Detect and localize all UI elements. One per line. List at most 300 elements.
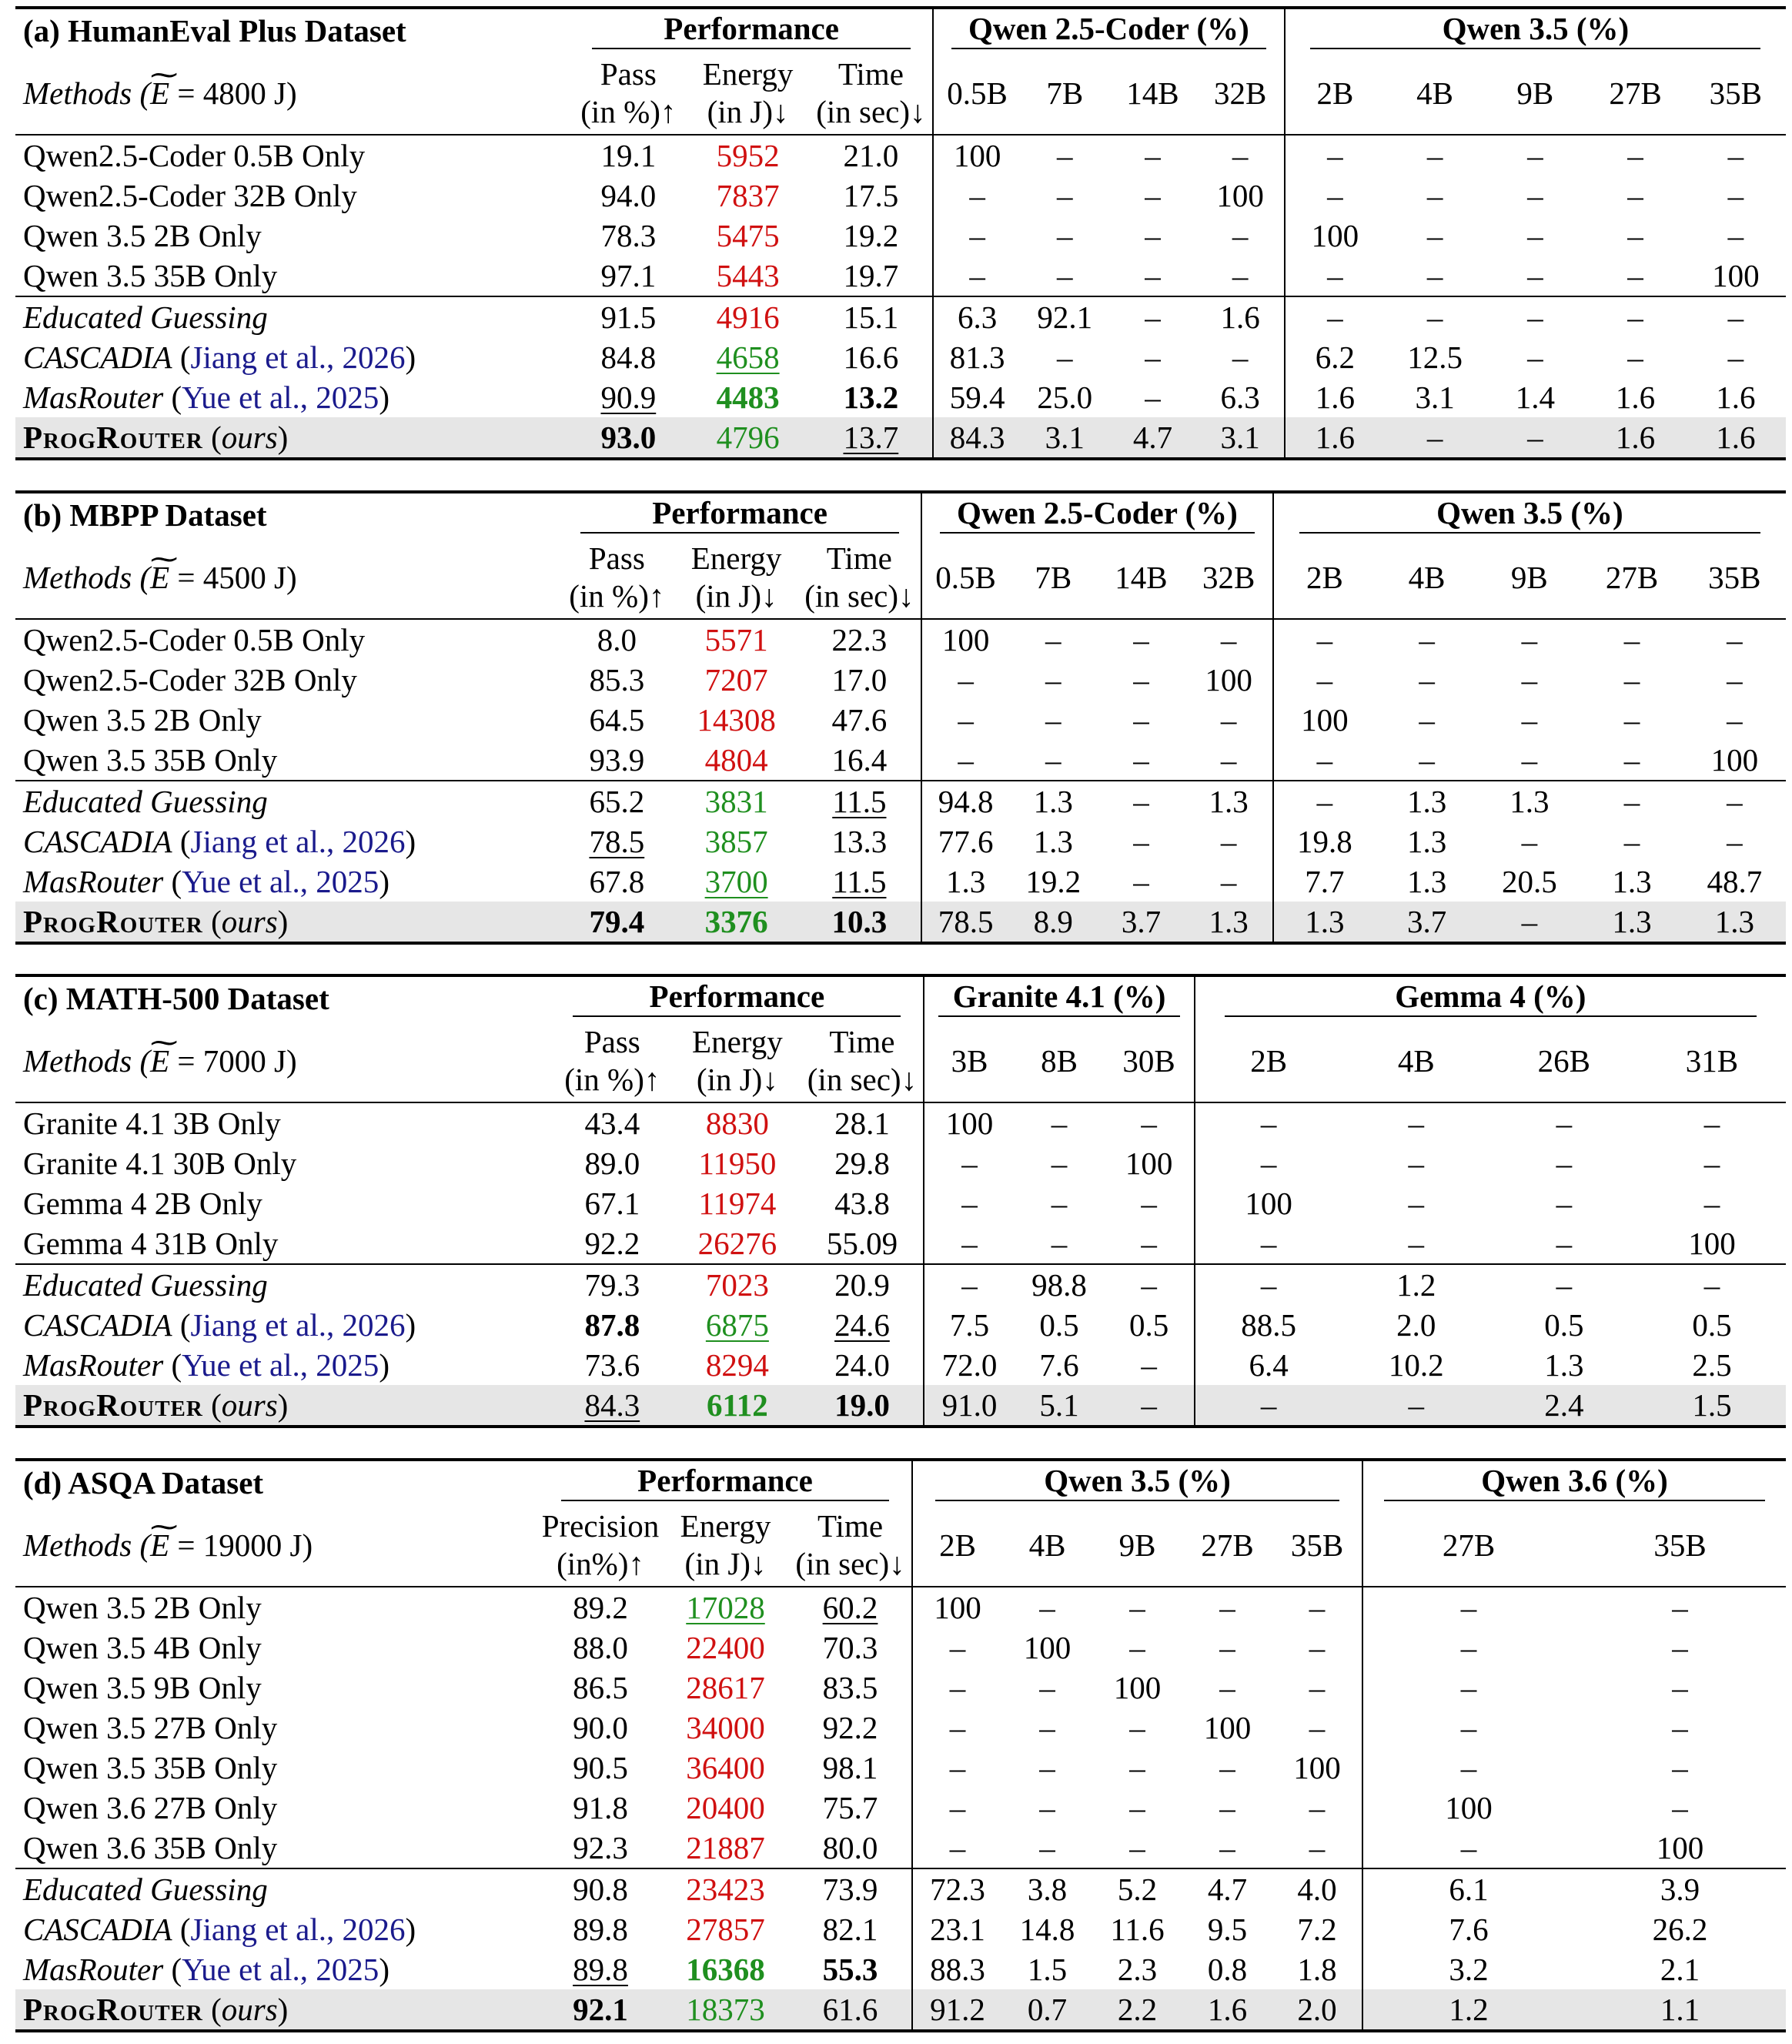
group2-share: 100	[1710, 741, 1759, 778]
group1-share: –	[1145, 257, 1161, 293]
table-math-500	[15, 974, 1786, 1428]
method-name-text: Educated Guessing	[23, 299, 268, 335]
method-row	[15, 821, 1786, 861]
baseline-row	[15, 1828, 1786, 1868]
m2-cell	[674, 1385, 801, 1427]
group2-share: –	[1490, 1264, 1638, 1305]
m3-cell	[798, 902, 921, 943]
method-name: Qwen 3.5 35B Only	[23, 1749, 278, 1785]
group1-share: 100	[1125, 1145, 1173, 1181]
group2-size-2: 9B	[1516, 75, 1554, 111]
group1-share: –	[1309, 1709, 1326, 1745]
m3-cell	[789, 1949, 912, 1989]
m2-cell	[674, 781, 797, 821]
energy-budget-symbol: ⁓ E	[150, 78, 169, 109]
group1-size-2: 14B	[1115, 559, 1168, 595]
m1-value: 67.8	[589, 863, 645, 899]
group1-share: –	[1272, 1587, 1362, 1628]
group2-size-0: 2B	[1285, 52, 1385, 135]
citation: Jiang et al., 2026	[190, 1306, 406, 1343]
metric1-header	[550, 1020, 674, 1102]
group1-share: –	[921, 740, 1009, 781]
header-row-columns	[15, 52, 1786, 135]
m2-cell	[686, 377, 809, 417]
group2-share: 10.2	[1388, 1346, 1444, 1383]
group1-share: 94.8	[921, 781, 1009, 821]
method-name: Qwen 3.5 2B Only	[23, 217, 262, 253]
group2-share: –	[1385, 417, 1485, 459]
performance-label: Performance	[580, 497, 898, 534]
group2-share: 1.3	[1406, 863, 1447, 899]
group2-share: 1.3	[1406, 823, 1447, 859]
group1-share: –	[912, 1628, 1002, 1668]
m3-value: 43.8	[834, 1185, 890, 1221]
header-row-groups	[15, 975, 1786, 1020]
method-name: Qwen2.5-Coder 0.5B Only	[15, 619, 559, 660]
m3-cell	[798, 619, 921, 660]
group2-share: –	[1527, 257, 1543, 293]
group2-share: 1.4	[1515, 379, 1555, 415]
group2-share: 1.3	[1478, 781, 1580, 821]
header-row-groups	[15, 492, 1786, 537]
group1-share: –	[1009, 619, 1097, 660]
group1-share: –	[924, 1264, 1014, 1305]
group2-share: 2.0	[1396, 1306, 1436, 1343]
m2-value: 3700	[704, 863, 768, 899]
group2-share: –	[1686, 135, 1786, 176]
method-name: CASCADIA (Jiang et al., 2026)	[23, 823, 416, 859]
m2-value: 28617	[686, 1669, 765, 1705]
method-name: Qwen2.5-Coder 32B Only	[23, 661, 357, 698]
method-name: CASCADIA (Jiang et al., 2026)	[23, 339, 416, 375]
group1-share: –	[1133, 863, 1149, 899]
group1-share: –	[912, 1668, 1002, 1708]
group2-share: –	[1727, 339, 1744, 375]
group1-share: –	[1051, 1145, 1068, 1181]
methods-prefix: Methods (	[23, 75, 151, 111]
m1-value: 79.3	[584, 1266, 640, 1303]
method-name	[15, 296, 570, 337]
group1-header	[924, 975, 1194, 1020]
group2-share: 0.5	[1544, 1306, 1584, 1343]
m1-value: 92.1	[573, 1991, 628, 2027]
group1-share: 77.6	[921, 821, 1009, 861]
group2-share: –	[1580, 619, 1683, 660]
group1-size-0: 0.5B	[921, 537, 1009, 619]
m2-cell	[674, 1223, 801, 1264]
method-row	[15, 1949, 1786, 1989]
m1-value: 97.1	[600, 257, 657, 293]
group2-share: –	[1419, 701, 1435, 738]
methods-header	[15, 537, 559, 619]
group1-share: 6.3	[933, 296, 1021, 337]
methods-header	[15, 1504, 539, 1587]
m1-cell	[550, 1385, 674, 1427]
m3-value: 24.6	[834, 1306, 890, 1343]
ours-name: ProgRouter	[23, 419, 203, 455]
method-name-text: MasRouter	[23, 379, 164, 415]
group1-label: Granite 4.1 (%)	[938, 981, 1180, 1017]
m3-value: 29.8	[834, 1145, 890, 1181]
m1-value: 90.5	[573, 1749, 628, 1785]
baseline-row	[15, 740, 1786, 781]
group1-size-3: 32B	[1202, 559, 1255, 595]
m3-value: 47.6	[831, 701, 888, 738]
m3-value: 20.9	[834, 1266, 890, 1303]
group2-share: –	[1478, 902, 1580, 943]
group1-share: 0.5	[1128, 1306, 1169, 1343]
group1-label: Qwen 3.5 (%)	[935, 1465, 1339, 1501]
group2-share: –	[1585, 135, 1685, 176]
ours-suffix: ours	[221, 419, 278, 455]
m1-cell	[550, 1102, 674, 1143]
group1-share: –	[1039, 1669, 1055, 1705]
m1-value: 19.1	[600, 137, 657, 173]
header-row-groups	[15, 1460, 1786, 1504]
energy-budget-symbol: ⁓ E	[150, 562, 169, 594]
method-name-text: Educated Guessing	[23, 783, 268, 819]
group2-share: 100	[1285, 216, 1385, 256]
energy-budget-symbol: ⁓ E	[150, 1045, 169, 1077]
m2-value: 27857	[686, 1911, 765, 1947]
methods-prefix: Methods (	[23, 1527, 151, 1563]
method-name: MasRouter (Yue et al., 2025)	[23, 379, 389, 415]
m1-cell	[550, 1143, 674, 1183]
m3-cell	[798, 781, 921, 821]
group2-share: –	[1627, 339, 1643, 375]
m1-cell	[539, 1708, 662, 1748]
group1-share: 25.0	[1037, 379, 1093, 415]
baseline-row	[15, 1748, 1786, 1788]
group1-share: –	[1133, 661, 1149, 698]
m1-cell	[559, 660, 674, 700]
m3-value: 13.3	[831, 823, 888, 859]
performance-header	[570, 8, 933, 52]
group1-share: –	[1039, 1749, 1055, 1785]
m1-cell	[539, 1668, 662, 1708]
method-row	[15, 1909, 1786, 1949]
m3-value: 75.7	[822, 1789, 878, 1825]
group2-share: –	[1490, 1102, 1638, 1143]
ours-row	[15, 902, 1786, 943]
group1-size-0: 3B	[924, 1020, 1014, 1102]
group2-share: –	[1408, 1225, 1424, 1261]
group1-share: –	[1129, 1749, 1145, 1785]
m2-cell	[674, 1305, 801, 1345]
group1-share: 100	[1113, 1669, 1162, 1705]
group2-label: Qwen 3.5 (%)	[1310, 13, 1760, 49]
method-name-text: CASCADIA	[23, 339, 172, 375]
method-name: Qwen 3.6 27B Only	[23, 1789, 278, 1825]
m2-value: 26276	[697, 1225, 777, 1261]
metric2-unit: (in J)↓	[684, 1546, 767, 1581]
m1-cell	[539, 1868, 662, 1909]
method-name: ProgRouter (ours)	[15, 902, 559, 943]
metric2-unit: (in J)↓	[696, 1062, 778, 1097]
group2-share: 3.1	[1415, 379, 1455, 415]
baseline-row	[15, 1628, 1786, 1668]
group1-size-1: 7B	[1035, 559, 1072, 595]
m1-value: 90.8	[573, 1871, 628, 1907]
group1-share: –	[1097, 619, 1185, 660]
m1-value: 79.4	[589, 903, 645, 939]
m1-value: 86.5	[573, 1669, 628, 1705]
m1-cell	[559, 861, 674, 902]
group2-share: –	[1527, 217, 1543, 253]
group2-share: –	[1638, 1102, 1786, 1143]
method-name: Qwen 3.5 4B Only	[23, 1629, 262, 1665]
m2-value: 14308	[697, 701, 776, 738]
metric2-name: Energy	[690, 540, 782, 576]
table-c-wrap	[15, 974, 1786, 1428]
m1-value: 84.8	[600, 339, 657, 375]
m2-cell	[662, 1748, 789, 1788]
group2-header	[1195, 975, 1786, 1020]
group2-share: 6.4	[1195, 1345, 1342, 1385]
m3-cell	[810, 216, 933, 256]
group2-share: –	[1362, 1828, 1574, 1868]
m2-value: 21887	[686, 1829, 765, 1865]
m2-cell	[674, 700, 797, 740]
group1-share: –	[912, 1708, 1002, 1748]
group2-share: 2.5	[1692, 1346, 1732, 1383]
m1-cell	[559, 821, 674, 861]
group1-share: –	[912, 1788, 1002, 1828]
group2-share: –	[1521, 661, 1538, 698]
m1-value: 92.3	[573, 1829, 628, 1865]
group2-share: –	[1703, 1145, 1720, 1181]
group2-share: –	[1485, 135, 1585, 176]
table-b-wrap	[15, 490, 1786, 945]
group2-share: –	[1683, 619, 1786, 660]
m2-value: 5475	[716, 217, 780, 253]
method-name: Granite 4.1 30B Only	[23, 1145, 297, 1181]
group2-share: –	[1385, 135, 1485, 176]
m3-cell	[789, 1668, 912, 1708]
group2-share: 1.6	[1285, 417, 1385, 459]
m3-value: 55.3	[822, 1951, 878, 1987]
ours-row	[15, 417, 1786, 459]
method-name-text: CASCADIA	[23, 823, 172, 859]
m3-cell	[801, 1102, 924, 1143]
group1-share: –	[1105, 1385, 1195, 1427]
m3-cell	[810, 417, 933, 459]
header-row-groups	[15, 8, 1786, 52]
group1-share: –	[1145, 379, 1161, 415]
m2-value: 8294	[705, 1346, 769, 1383]
group2-share: 1.3	[1612, 863, 1652, 899]
group1-share: 23.1	[912, 1909, 1002, 1949]
group1-share: –	[1129, 1629, 1145, 1665]
m2-value: 16368	[686, 1951, 765, 1987]
metric2-header	[674, 537, 797, 619]
m2-value: 8830	[705, 1105, 769, 1141]
metric3-header	[798, 537, 921, 619]
group2-share: –	[1672, 1749, 1688, 1785]
group1-share: 1.8	[1297, 1951, 1337, 1987]
m3-value: 21.0	[843, 137, 899, 173]
baseline-row	[15, 1102, 1786, 1143]
group2-share: –	[1727, 217, 1744, 253]
group1-share: 3.8	[1002, 1868, 1092, 1909]
citation: Yue et al., 2025	[182, 863, 379, 899]
citation: Jiang et al., 2026	[190, 339, 406, 375]
method-name: Qwen 3.5 27B Only	[23, 1709, 278, 1745]
m3-cell	[810, 135, 933, 176]
metric2-header	[662, 1504, 789, 1587]
m2-cell	[686, 296, 809, 337]
group1-share: –	[912, 1748, 1002, 1788]
method-name-text: MasRouter	[23, 863, 164, 899]
m2-value: 4916	[716, 299, 780, 335]
group2-share: –	[1273, 781, 1376, 821]
table-humaneval-plus	[15, 6, 1786, 460]
group1-share: –	[1133, 823, 1149, 859]
group1-share: 1.6	[1197, 296, 1285, 337]
group1-share: –	[1133, 701, 1149, 738]
method-name-text: Educated Guessing	[23, 1266, 268, 1303]
m3-value: 60.2	[822, 1589, 878, 1625]
method-name-text: MasRouter	[23, 1346, 164, 1383]
m1-cell	[570, 337, 686, 377]
group2-share: 20.5	[1501, 863, 1557, 899]
group2-share: –	[1686, 296, 1786, 337]
m3-cell	[801, 1223, 924, 1264]
m2-value: 4483	[716, 379, 780, 415]
group2-share: –	[1419, 661, 1435, 698]
group2-share: 2.1	[1660, 1951, 1700, 1987]
m3-cell	[801, 1305, 924, 1345]
m1-value: 88.0	[573, 1629, 628, 1665]
m2-cell	[686, 135, 809, 176]
group2-share: 1.3	[1580, 902, 1683, 943]
method-name: Qwen 3.5 9B Only	[23, 1669, 262, 1705]
group2-share: –	[1478, 619, 1580, 660]
group1-share: –	[1045, 701, 1061, 738]
m1-value: 84.3	[584, 1387, 640, 1423]
group1-size-2: 30B	[1122, 1042, 1175, 1079]
method-name: Granite 4.1 3B Only	[15, 1102, 550, 1143]
group2-size-1: 4B	[1416, 75, 1454, 111]
metric2-name: Energy	[680, 1507, 771, 1544]
group2-share: –	[1623, 701, 1640, 738]
m2-cell	[662, 1828, 789, 1868]
m1-cell	[550, 1183, 674, 1223]
group2-size-3: 27B	[1609, 75, 1662, 111]
m3-cell	[810, 337, 933, 377]
m3-value: 17.0	[831, 661, 888, 698]
m3-cell	[801, 1385, 924, 1427]
group1-share: –	[1045, 741, 1061, 778]
group1-share: –	[1232, 257, 1249, 293]
group1-share: 4.7	[1108, 417, 1196, 459]
table-d-wrap	[15, 1458, 1786, 2032]
m1-cell	[570, 176, 686, 216]
m2-value: 11974	[698, 1185, 777, 1221]
group1-share: –	[933, 176, 1021, 216]
m1-cell	[550, 1305, 674, 1345]
group2-share: –	[1485, 296, 1585, 337]
citation: Jiang et al., 2026	[190, 1911, 406, 1947]
m2-cell	[674, 1102, 801, 1143]
table-mbpp	[15, 490, 1786, 945]
group2-share: –	[1426, 177, 1443, 213]
m2-value: 7023	[705, 1266, 769, 1303]
group2-share: –	[1362, 1668, 1574, 1708]
m3-cell	[789, 1788, 912, 1828]
m1-value: 73.6	[584, 1346, 640, 1383]
m1-cell	[559, 740, 674, 781]
group1-share: –	[1039, 1829, 1055, 1865]
baseline-row	[15, 1183, 1786, 1223]
group1-share: 0.5	[1039, 1306, 1079, 1343]
metric2-name: Energy	[692, 1023, 783, 1059]
group1-share: 72.3	[912, 1868, 1002, 1909]
group2-share: –	[1556, 1145, 1573, 1181]
m2-cell	[662, 1587, 789, 1628]
group1-share: 11.6	[1110, 1911, 1165, 1947]
m1-cell	[539, 1828, 662, 1868]
m2-value: 3831	[704, 783, 768, 819]
table-title: (c) MATH-500 Dataset	[15, 975, 550, 1020]
m2-cell	[686, 337, 809, 377]
m1-value: 93.0	[600, 419, 657, 455]
m2-value: 17028	[686, 1589, 765, 1625]
group1-share: 1.5	[1027, 1951, 1068, 1987]
m1-cell	[539, 1587, 662, 1628]
baseline-row	[15, 660, 1786, 700]
group1-header	[912, 1460, 1362, 1504]
group1-share: 5.1	[1015, 1385, 1105, 1427]
group1-size-2: 14B	[1126, 75, 1179, 111]
group2-share: –	[1419, 741, 1435, 778]
ours-suffix: ours	[221, 1387, 278, 1423]
m1-value: 93.9	[589, 741, 645, 778]
group1-share: –	[1133, 741, 1149, 778]
group1-share: 3.1	[1021, 417, 1108, 459]
group1-share: 1.3	[1009, 781, 1097, 821]
m1-value: 78.3	[600, 217, 657, 253]
performance-header	[559, 492, 921, 537]
method-name: Qwen 3.5 35B Only	[23, 257, 278, 293]
methods-budget: = 19000 J)	[169, 1527, 313, 1563]
metric3-header	[801, 1020, 924, 1102]
group2-share: –	[1195, 1264, 1342, 1305]
group1-share: –	[1182, 1587, 1272, 1628]
group1-share: –	[1141, 1185, 1157, 1221]
group2-share: –	[1672, 1629, 1688, 1665]
method-name: Qwen 3.6 35B Only	[23, 1829, 278, 1865]
m2-value: 18373	[686, 1991, 765, 2027]
method-name: ProgRouter (ours)	[15, 1385, 550, 1427]
group1-share: –	[1129, 1709, 1145, 1745]
m1-value: 64.5	[589, 701, 645, 738]
m3-value: 83.5	[822, 1669, 878, 1705]
group2-share: –	[1273, 660, 1376, 700]
baseline-row	[15, 1668, 1786, 1708]
group1-share: –	[924, 1183, 1014, 1223]
methods-header	[15, 52, 570, 135]
m1-value: 78.5	[589, 823, 645, 859]
m1-cell	[539, 1949, 662, 1989]
metric2-unit: (in J)↓	[707, 94, 789, 129]
group1-share: –	[1057, 339, 1073, 375]
group2-share: –	[1623, 823, 1640, 859]
baseline-row	[15, 1788, 1786, 1828]
group2-share: –	[1485, 417, 1585, 459]
m3-cell	[798, 861, 921, 902]
method-name: CASCADIA (Jiang et al., 2026)	[23, 1306, 416, 1343]
